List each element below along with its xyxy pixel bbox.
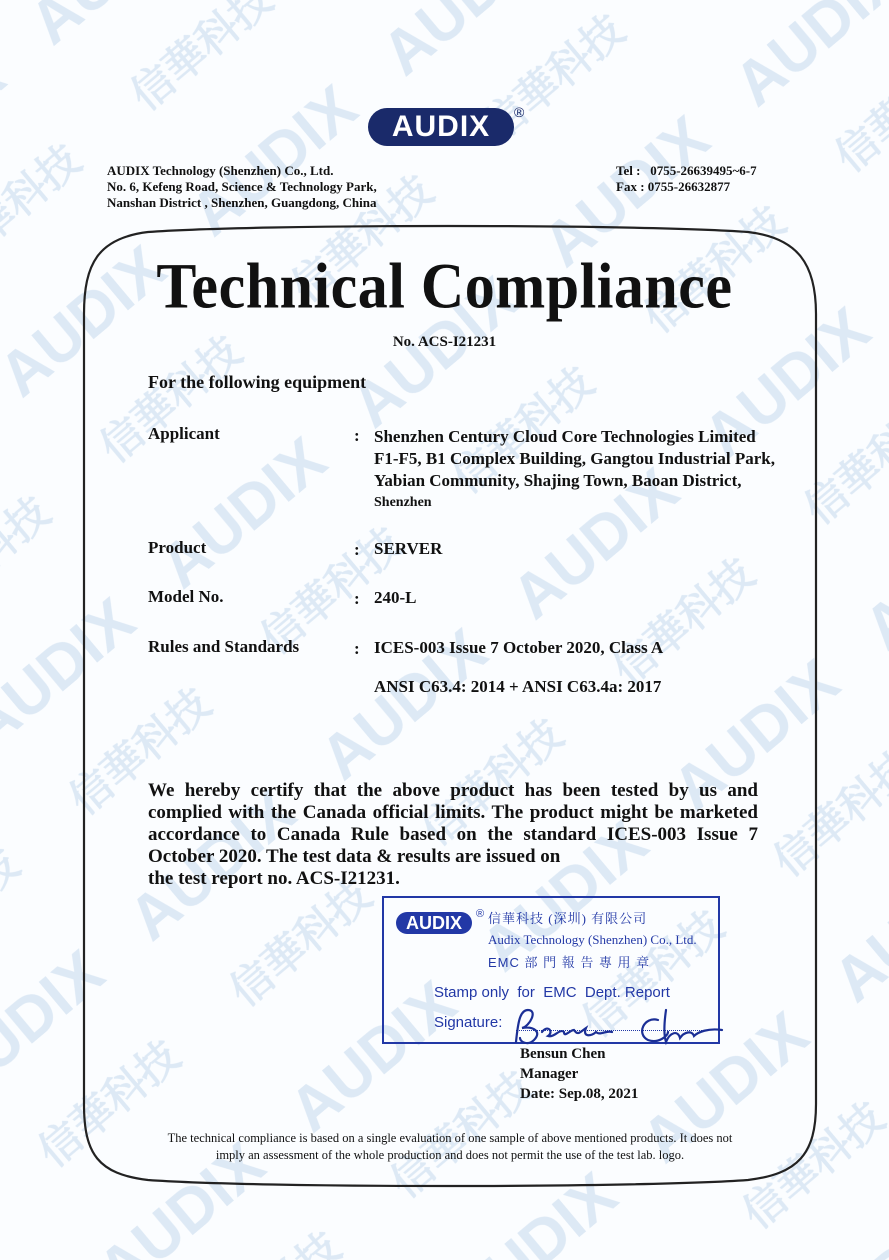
model-label: Model No. [148,587,224,606]
registered-mark: ® [514,104,525,120]
model-colon: : [354,589,360,608]
signatory-name: Bensun Chen [520,1046,606,1062]
handwritten-signature [508,1002,728,1052]
applicant-address-3: Shenzhen [374,495,432,510]
company-district: Nanshan District , Shenzhen, Guangdong, China [107,195,377,210]
rules-label: Rules and Standards [148,637,300,656]
footer-line-2: imply an assessment of the whole production and does not permit the use of the test lab. logo. [215,1148,685,1162]
company-fax: Fax : 0755-26632877 [616,179,731,194]
stamp-dept: EMC 部 門 報 告 專 用 章 [488,955,651,970]
rules-standard-1: ICES-003 Issue 7 October 2020, Class A [374,638,664,657]
stamp-signature-label: Signature: [434,1014,503,1031]
company-tel: Tel : 0755-26639495~6-7 [616,163,757,178]
company-contact [616,163,757,195]
applicant-name: Shenzhen Century Cloud Core Technologies Limited [374,427,756,446]
stamp-logo: AUDIX [396,912,472,934]
product-colon: : [354,540,360,559]
document-number: No. ACS-I21231 [392,334,497,350]
footer-disclaimer [110,1130,790,1164]
applicant-colon: : [354,426,360,445]
stamp-registered-mark: ® [476,908,485,920]
rules-standard-2: ANSI C63.4: 2014 + ANSI C63.4a: 2017 [374,677,662,696]
applicant-address-1: F1-F5, B1 Complex Building, Gangtou Industrial Park, [374,449,775,468]
rules-value [374,637,663,698]
company-name: AUDIX Technology (Shenzhen) Co., Ltd. [107,163,334,178]
stamp-only-text: Stamp only for EMC Dept. Report [434,984,670,1001]
signatory-date: Date: Sep.08, 2021 [520,1086,639,1102]
model-value: 240-L [374,588,417,607]
applicant-value [374,426,775,514]
certification-body: We hereby certify that the above product has been tested by us and complied with the Canada official limits. The product might be marketed accordance to Canada Rule based on the standard ICES-003 Issue 7 October 2020. The test data & results are issued on [148,780,758,867]
stamp-company-en: Audix Technology (Shenzhen) Co., Ltd. [488,932,697,947]
company-street: No. 6, Kefeng Road, Science & Technology Park, [107,179,377,194]
applicant-address-2: Yabian Community, Shajing Town, Baoan District, [374,471,742,490]
certification-statement [148,780,758,890]
product-value: SERVER [374,539,443,558]
rules-colon: : [354,639,360,658]
certification-report-ref: the test report no. ACS-I21231. [148,868,400,889]
applicant-label: Applicant [148,424,220,443]
signatory-title: Manager [520,1066,579,1082]
footer-line-1: The technical compliance is based on a single evaluation of one sample of above mentioned products. It does not [167,1131,733,1145]
audix-logo: AUDIX ® [368,108,518,148]
document-title: Technical Compliance [156,250,733,322]
equipment-intro: For the following equipment [148,372,367,392]
product-label: Product [148,538,207,557]
company-address [107,163,377,211]
stamp-company-cn: 信華科技 (深圳) 有限公司 [488,911,648,926]
